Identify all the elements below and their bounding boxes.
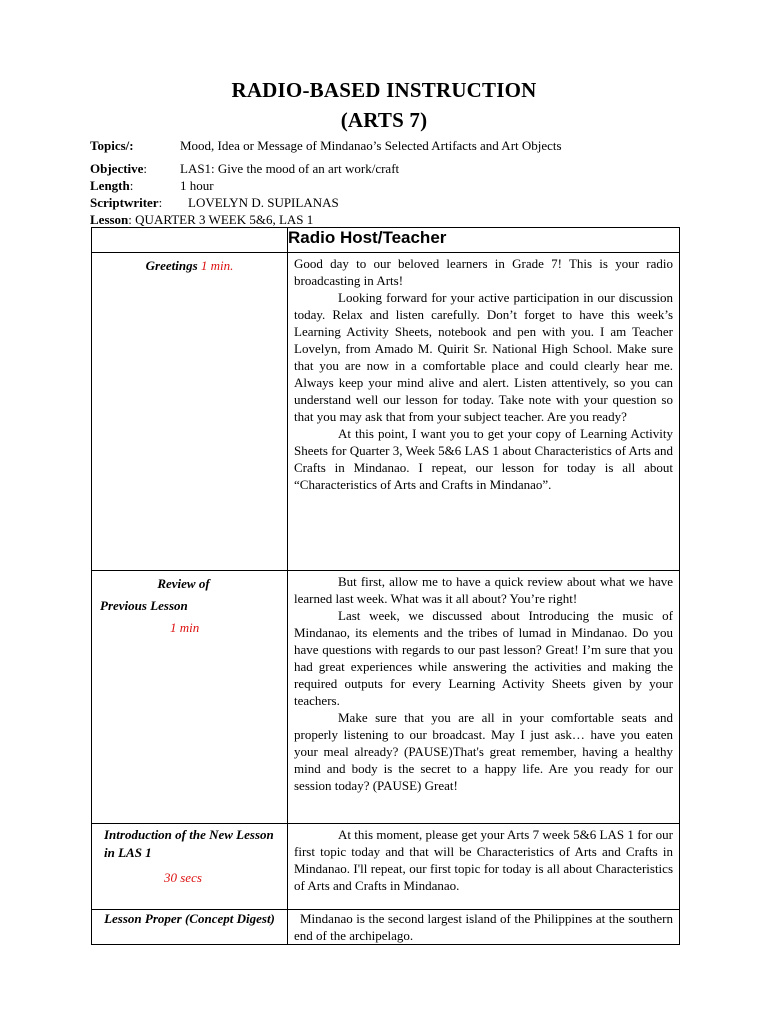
meta-lesson: Lesson: QUARTER 3 WEEK 5&6, LAS 1 xyxy=(90,212,314,227)
objective-value: LAS1: Give the mood of an art work/craft xyxy=(180,161,400,176)
table-row-greetings xyxy=(92,253,680,571)
meta-length: Length: 1 hour xyxy=(90,178,214,193)
paragraph: At this point, I want you to get your copy of Learning Activity Sheets for Quarter 3, Week 5&6 LAS 1 about Characteristics of Arts and Crafts in Mindanao. I repeat, our lesson for today is all about “Characteristics of Arts and Crafts in Mindanao”. xyxy=(294,426,673,492)
header-empty-cell xyxy=(92,228,288,253)
topics-value: Mood, Idea or Message of Mindanao’s Selected Artifacts and Art Objects xyxy=(180,138,562,153)
script-text xyxy=(288,571,679,794)
segment-duration: 1 min xyxy=(170,620,200,635)
document-title: RADIO-BASED INSTRUCTION xyxy=(231,78,537,102)
segment-name-line2: Previous Lesson xyxy=(100,598,188,613)
paragraph: Looking forward for your active participation in our discussion today. Relax and listen carefully. Don’t forget to have this week’s Learning Activity Sheets, notebook and pen with you. I am Teacher Lovelyn, from Amado M. Quirit Sr. National High School. Make sure that you are now in a comfortable place and could clearly hear me. Always keep your mind alive and alert. Listen attentively, so you can understand well our lesson for today. Take note with your question so that you may ask that from your subject teacher. Are you ready? xyxy=(294,290,673,424)
segment-name-line1: Review of xyxy=(157,576,210,591)
paragraph: Good day to our beloved learners in Grade 7! This is your radio broadcasting in Arts! xyxy=(294,256,673,288)
meta-scriptwriter: Scriptwriter: LOVELYN D. SUPILANAS xyxy=(90,195,339,210)
column-header-radio-host: Radio Host/Teacher xyxy=(288,228,680,253)
objective-label: Objective xyxy=(90,161,144,176)
script-text xyxy=(288,253,679,493)
segment-label xyxy=(92,253,287,277)
meta-objective: Objective: LAS1: Give the mood of an art work/craft xyxy=(90,161,400,176)
scriptwriter-value: LOVELYN D. SUPILANAS xyxy=(188,195,339,210)
table-row-review xyxy=(92,571,680,824)
lesson-value: QUARTER 3 WEEK 5&6, LAS 1 xyxy=(135,212,314,227)
segment-label xyxy=(92,571,287,639)
segment-label xyxy=(92,824,287,887)
segment-duration: 1 min. xyxy=(200,258,234,273)
scriptwriter-label: Scriptwriter xyxy=(90,195,159,210)
length-label: Length xyxy=(90,178,130,193)
paragraph: At this moment, please get your Arts 7 week 5&6 LAS 1 for our first topic today and that will be Characteristics of Arts and Crafts in Mindanao. I'll repeat, our first topic for today is all about Characteristics of Arts and Crafts in Mindanao. xyxy=(294,827,673,893)
script-text xyxy=(288,824,679,894)
radio-script-table xyxy=(91,227,680,945)
topics-label: Topics/: xyxy=(90,138,134,153)
document-subtitle: (ARTS 7) xyxy=(340,108,428,132)
table-row-introduction xyxy=(92,824,680,910)
segment-name: Greetings xyxy=(145,258,198,273)
paragraph: Last week, we discussed about Introducing the music of Mindanao, its elements and the tribes of lumad in Mindanao. Do you have questions with regards to our past lesson? Great! I’m sure that you had great experiences while answering the activities and making the required outputs for every Learning Activity Sheets given by your teachers. xyxy=(294,608,673,708)
paragraph: But first, allow me to have a quick review about what we have learned last week. What was it all about? You’re right! xyxy=(294,574,673,606)
segment-label xyxy=(92,910,287,927)
table-header-row xyxy=(92,228,680,253)
table-row-lesson-proper xyxy=(92,910,680,945)
segment-name: Lesson Proper (Concept Digest) xyxy=(104,911,275,926)
segment-duration: 30 secs xyxy=(164,870,202,885)
paragraph: Mindanao is the second largest island of the Philippines at the southern end of the archipelago. xyxy=(294,911,673,943)
script-text xyxy=(288,910,679,944)
segment-name: Introduction of the New Lesson in LAS 1 xyxy=(104,827,274,860)
paragraph: Make sure that you are all in your comfortable seats and properly listening to our broadcast. May I just ask… have you eaten your meal already? (PAUSE)That's great remember, having a healthy mind and body is the secret to a happy life. Are you ready for our session today? (PAUSE) Great! xyxy=(294,710,673,793)
length-value: 1 hour xyxy=(180,178,214,193)
lesson-label: Lesson xyxy=(90,212,129,227)
meta-topics xyxy=(90,138,562,154)
